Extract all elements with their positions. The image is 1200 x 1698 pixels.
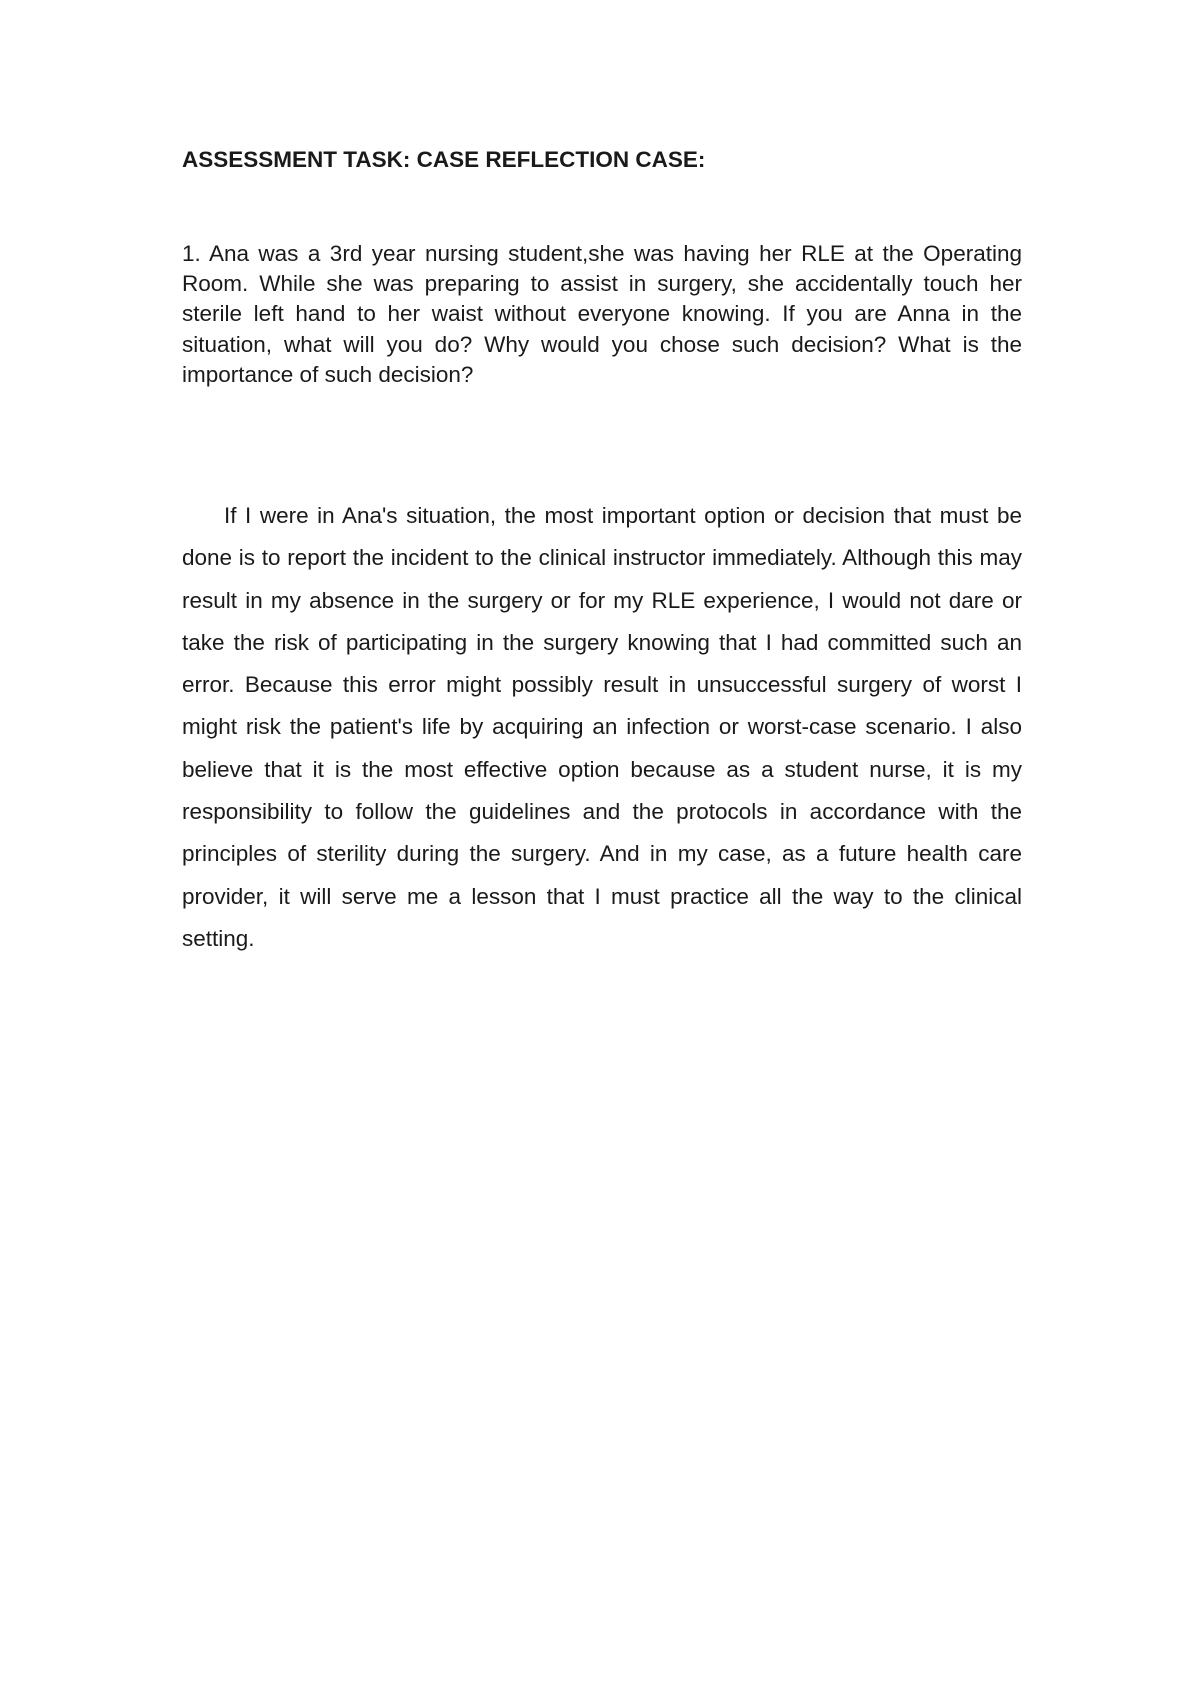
case-question-paragraph: 1. Ana was a 3rd year nursing student,she was having her RLE at the Operating Room. While she was preparing to assist in surgery, she accidentally touch her sterile left hand to her waist without everyone knowing. If you are Anna in the situation, what will you do? Why would you chose such decision? What is the importance of such decision?	[182, 241, 1022, 387]
reflection-answer-paragraph: If I were in Ana's situation, the most important option or decision that must be done is to report the incident to the clinical instructor immediately. Although this may result in my absence in the surgery or for my RLE experience, I would not dare or take the risk of participating in the surgery knowing that I had committed such an error. Because this error might possibly result in unsuccessful surgery of worst I might risk the patient's life by acquiring an infection or worst-case scenario. I also believe that it is the most effective option because as a student nurse, it is my responsibility to follow the guidelines and the protocols in accordance with the principles of sterility during the surgery. And in my case, as a future health care provider, it will serve me a lesson that I must practice all the way to the clinical setting.	[182, 503, 1022, 951]
document-heading: ASSESSMENT TASK: CASE REFLECTION CASE:	[182, 147, 706, 172]
